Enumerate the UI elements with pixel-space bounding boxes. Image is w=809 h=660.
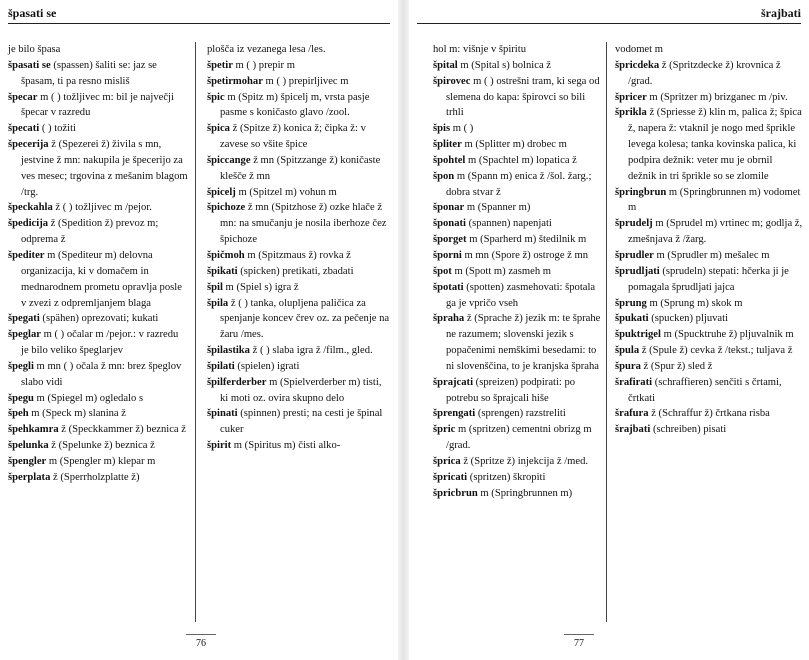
entry-headword: špedicija [8,218,49,230]
dictionary-entry [433,74,605,122]
entry-headword: špecar [8,91,38,103]
entry-definition: m (Speck m) slanina ž [28,408,126,420]
entry-definition: ž (Spritze ž) injekcija ž /med. [460,455,589,467]
entry-headword: šprudljati [615,265,660,277]
dictionary-entry [207,359,391,375]
entry-definition: (spotten) zasmehovati: špotala ga je vpričo vseh [446,281,596,309]
right-page-number: 77 [574,638,584,649]
dictionary-entry [8,438,188,454]
right-column-divider [606,42,607,622]
entry-definition: ž (Spitze ž) konica ž; čipka ž: v zavese so všite špice [220,123,366,151]
entry-definition: m (Springbrunnen m) vodomet m [628,186,801,214]
entry-headword: špinati [207,408,238,420]
dictionary-entry [8,42,188,58]
dictionary-entry [433,216,605,232]
left-page-column-2 [207,42,391,454]
entry-definition: m mn ( ) očala ž mn: brez špeglov slabo vidi [21,360,182,388]
entry-definition: (spritzen) škropiti [467,471,546,483]
entry-headword: špegu [8,392,34,404]
dictionary-entry [433,42,605,58]
entry-headword: špeckahla [8,202,53,214]
dictionary-entry [433,232,605,248]
entry-headword: špil [207,281,223,293]
right-page [409,0,809,660]
entry-definition: m ( ) prepirljivec m [262,75,349,87]
dictionary-entry [433,137,605,153]
entry-headword: šperplata [8,471,51,483]
entry-definition: m ( ) [450,123,474,135]
entry-definition: ž (Spritzdecke ž) krovnica ž /grad. [628,59,781,87]
dictionary-entry [433,406,605,422]
dictionary-entry [433,248,605,264]
dictionary-entry [8,359,188,391]
entry-definition: (spucken) pljuvati [648,313,729,325]
entry-headword: špecati [8,123,40,135]
entry-definition: m (Spital s) bolnica ž [457,59,551,71]
entry-headword: šporget [433,234,467,246]
right-footer-rule [564,634,594,635]
dictionary-entry [8,216,188,248]
dictionary-entry [207,90,391,122]
entry-headword: špot [433,265,452,277]
dictionary-entry [207,343,391,359]
entry-definition: ž (Spezerei ž) živila s mn, jestvine ž mn: nakupila je špecerijo za ves mesec; trgovina z mešanim blagom /trg. [21,139,188,198]
entry-definition: m (Springbrunnen m) [477,487,573,499]
right-page-column-1 [433,42,605,501]
entry-headword: špilastika [207,345,250,357]
dictionary-entry [433,280,605,312]
entry-headword: špetirmohar [207,75,263,87]
entry-definition: (spassen) šaliti se: jaz se špasam, ti pa resno misliš [21,59,157,87]
dictionary-entry [433,486,605,502]
entry-definition: m (Spann m) enica ž /šol. žarg.; dobra stvar ž [446,170,592,198]
dictionary-entry [8,422,188,438]
dictionary-entry [8,327,188,359]
entry-headword: špital [433,59,458,71]
entry-headword: špricer [615,91,647,103]
dictionary-entry [8,311,188,327]
entry-definition: (spinnen) presti; na cesti je špinal cuker [220,408,383,436]
dictionary-entry [207,121,391,153]
dictionary-entry [8,200,188,216]
entry-definition: ž (Spedition ž) prevoz m; odpremа ž [21,218,159,246]
entry-headword: špecerija [8,139,49,151]
dictionary-entry [8,391,188,407]
right-header-word: šrajbati [761,6,801,20]
entry-headword: špiccange [207,154,251,166]
entry-definition: m ( ) tožljivec m: bil je največji špecar v razredu [21,91,174,119]
entry-headword: špetir [207,59,233,71]
entry-headword: špricbrun [433,487,478,499]
dictionary-entry [433,153,605,169]
dictionary-entry [433,200,605,216]
dictionary-entry [615,422,803,438]
entry-headword: špricati [433,471,468,483]
dictionary-entry [207,438,391,454]
entry-headword: špula [615,345,640,357]
dictionary-entry [8,121,188,137]
entry-definition: m (Sparherd m) štedilnik m [466,234,587,246]
entry-definition: m ( ) očalar m /pejor.: v razredu je bilo veliko špeglarjev [21,329,179,357]
entry-definition: (spielen) igrati [234,360,300,372]
entry-definition: m (Spitz m) špicelj m, vrsta pasje pasme s koničasto glavo /zool. [220,91,370,119]
entry-definition: ž (Sperrholzplatte ž) [50,471,140,483]
dictionary-entry [615,406,803,422]
dictionary-entry [433,121,605,137]
dictionary-entry [433,58,605,74]
entry-headword: špukati [615,313,649,325]
entry-definition: m (Sprudel m) vrtinec m; godlja ž, zmešnjava ž /žarg. [628,218,803,246]
entry-headword: špičmoh [207,249,245,261]
entry-definition: m mn (Spore ž) ostroge ž mn [461,249,589,261]
dictionary-entry [207,200,391,248]
dictionary-entry [8,406,188,422]
entry-definition: ž (Speckkammer ž) beznica ž [58,424,186,436]
dictionary-entry [615,58,803,90]
entry-definition: (schreiben) pisati [650,424,727,436]
right-header-rule [417,23,801,24]
entry-headword: špikati [207,265,238,277]
entry-definition: m (Spengler m) klepar m [46,455,156,467]
entry-headword: šrajbati [615,424,651,436]
entry-definition: m (Spitzel m) vohun m [235,186,337,198]
dictionary-entry [8,470,188,486]
entry-headword: špeh [8,408,29,420]
entry-headword: špliter [433,139,462,151]
entry-headword: špirovec [433,75,471,87]
entry-headword: špirit [207,440,232,452]
dictionary-entry [433,422,605,454]
entry-headword: šprengati [433,408,476,420]
dictionary-entry [615,42,803,58]
entry-headword: špricdeka [615,59,660,71]
dictionary-entry [615,343,803,359]
left-page-number: 76 [196,638,206,649]
dictionary-entry [8,58,188,90]
left-page [0,0,398,660]
entry-headword: špicelj [207,186,236,198]
entry-definition: (spähen) oprezovati; kukati [39,313,159,325]
entry-headword: špasati se [8,59,51,71]
entry-definition: m (Spiel s) igra ž [222,281,299,293]
entry-definition: m (Splitter m) drobec m [461,139,567,151]
entry-headword: šponati [433,218,466,230]
dictionary-entry [615,185,803,217]
dictionary-entry [8,90,188,122]
left-running-header [8,6,390,22]
entry-definition: m (Spiritus m) čisti alko- [231,440,341,452]
left-page-column-1 [8,42,188,486]
entry-definition: ž mn (Spitzzange ž) koničaste klešče ž mn [220,154,381,182]
dictionary-entry [615,90,803,106]
entry-headword: špura [615,360,641,372]
entry-definition: (spicken) pretikati, zbadati [237,265,354,277]
entry-definition: (schraffieren) senčiti s črtami, črtkati [628,376,782,404]
dictionary-entry [615,105,803,184]
dictionary-entry [615,375,803,407]
entry-definition: ž ( ) tanka, olupljena paličica za spenjanje koncev črev oz. za pečenje na žaru /mes. [220,297,390,341]
dictionary-entry [615,327,803,343]
entry-headword: špehkamra [8,424,59,436]
entry-headword: špotati [433,281,464,293]
entry-definition: ž (Spur ž) sled ž [640,360,713,372]
entry-headword: šprajcati [433,376,474,388]
entry-definition: ž ( ) slaba igra ž /film., gled. [249,345,373,357]
dictionary-entry [207,264,391,280]
entry-headword: šprudelj [615,218,653,230]
entry-headword: šporni [433,249,462,261]
left-footer-rule [186,634,216,635]
left-column-divider [195,42,196,622]
entry-definition: m (Spitzmaus ž) rovka ž [244,249,351,261]
dictionary-entry [207,58,391,74]
right-page-column-2 [615,42,803,438]
entry-definition: m (Spielverderber m) tisti, ki moti oz. ovira skupno delo [220,376,382,404]
dictionary-entry [8,454,188,470]
entry-definition: (spreizen) podpirati: po potrebu so šprajcali hiše [446,376,576,404]
entry-headword: špegli [8,360,34,372]
entry-headword: šprudler [615,249,654,261]
dictionary-entry [433,264,605,280]
left-header-rule [8,23,390,24]
dictionary-entry [8,137,188,200]
entry-headword: špis [433,123,451,135]
entry-definition: m ( ) prepir m [232,59,295,71]
entry-headword: špediter [8,249,45,261]
entry-definition: ž ( ) tožljivec m /pejor. [52,202,152,214]
entry-definition: je bilo špasa [8,44,61,55]
entry-headword: špengler [8,455,47,467]
entry-definition: ž (Spriesse ž) klin m, palica ž; špica ž, napera ž: vtaknil je nogo med šprikle levega kolesa; tanka kovinska palica, ki podpira dežnik: veter mu je obrnil dežnik in tri šprikle so se zlomile [628,107,802,182]
left-page-footer [186,638,216,649]
entry-definition: ž (Spule ž) cevka ž /tekst.; tuljava ž [639,345,793,357]
entry-headword: špichoze [207,202,246,214]
entry-headword: špilferderber [207,376,267,388]
dictionary-entry [433,470,605,486]
dictionary-entry [207,296,391,344]
entry-headword: špic [207,91,225,103]
dictionary-entry [207,280,391,296]
dictionary-entry [615,296,803,312]
entry-definition: vodomet m [615,44,663,55]
entry-definition: hol m: višnje v špiritu [433,44,526,55]
entry-headword: šrafura [615,408,649,420]
entry-definition: ž (Spelunke ž) beznica ž [48,440,155,452]
entry-definition: m (Sprudler m) mešalec m [653,249,770,261]
entry-headword: špohtel [433,154,466,166]
dictionary-entry [8,248,188,311]
dictionary-entry [433,454,605,470]
entry-definition: m (Spiegel m) ogledalo s [33,392,144,404]
entry-headword: špric [433,424,456,436]
entry-headword: špraha [433,313,465,325]
dictionary-entry [207,74,391,90]
dictionary-entry [615,248,803,264]
entry-headword: šprung [615,297,647,309]
entry-headword: šprica [433,455,461,467]
book-gutter [398,0,409,660]
entry-definition: m (Spott m) zasmeh m [451,265,551,277]
dictionary-entry [433,311,605,374]
dictionary-entry [207,153,391,185]
left-header-word: špasati se [8,6,57,20]
entry-headword: špegati [8,313,40,325]
dictionary-entry [615,216,803,248]
entry-headword: šrafirati [615,376,653,388]
right-running-header [417,6,801,22]
entry-definition: m (Sprung m) skok m [646,297,743,309]
entry-definition: (spannen) napenjati [465,218,552,230]
entry-headword: špelunka [8,440,49,452]
dictionary-entry [207,185,391,201]
entry-definition: ( ) tožiti [39,123,76,135]
entry-definition: plošča iz vezanega lesa /les. [207,44,326,55]
entry-definition: ž (Sprache ž) jezik m: te šprahe ne razumem; slovenski jezik s popačenimi nemškimi besedami: to ni slovenščina, to je kranjska špraha [446,313,601,372]
entry-headword: špilati [207,360,235,372]
dictionary-entry [615,311,803,327]
entry-definition: m (Spanner m) [464,202,531,214]
entry-headword: šprikla [615,107,647,119]
entry-definition: m ( ) ostrešni tram, ki sega od slemena do kapa: špirovci so bili trhli [446,75,600,119]
right-page-footer [564,638,594,649]
entry-headword: špringbrun [615,186,667,198]
dictionary-entry [615,264,803,296]
dictionary-entry [433,375,605,407]
entry-headword: špon [433,170,455,182]
entry-headword: špila [207,297,229,309]
entry-definition: m (spritzen) cementni obrizg m /grad. [446,424,592,452]
dictionary-entry [207,375,391,407]
dictionary-entry [207,406,391,438]
entry-definition: m (Spachtel m) lopatica ž [465,154,577,166]
entry-headword: šponar [433,202,465,214]
entry-headword: špica [207,123,230,135]
entry-definition: m (Spritzer m) brizganec m /piv. [646,91,788,103]
entry-headword: špuktrigel [615,329,661,341]
entry-definition: m (Spediteur m) delovna organizacija, ki v domačem in mednarodnem prometu opravlja posle v zvezi z odpremljanjem blaga [21,249,182,309]
entry-definition: ž (Schraffur ž) črtkana risba [648,408,770,420]
entry-definition: m (Spucktruhe ž) pljuvalnik m [660,329,794,341]
entry-definition: ž mn (Spitzhose ž) ozke hlače ž mn: na smučanju je nosila iberhoze čez špichoze [220,202,387,246]
entry-definition: (sprudeln) stepati: hčerka ji je pomagala šprudljati jajca [628,265,789,293]
dictionary-entry [207,248,391,264]
entry-definition: (sprengen) razstreliti [475,408,566,420]
dictionary-entry [615,359,803,375]
dictionary-entry [207,42,391,58]
dictionary-entry [433,169,605,201]
entry-headword: špeglar [8,329,41,341]
